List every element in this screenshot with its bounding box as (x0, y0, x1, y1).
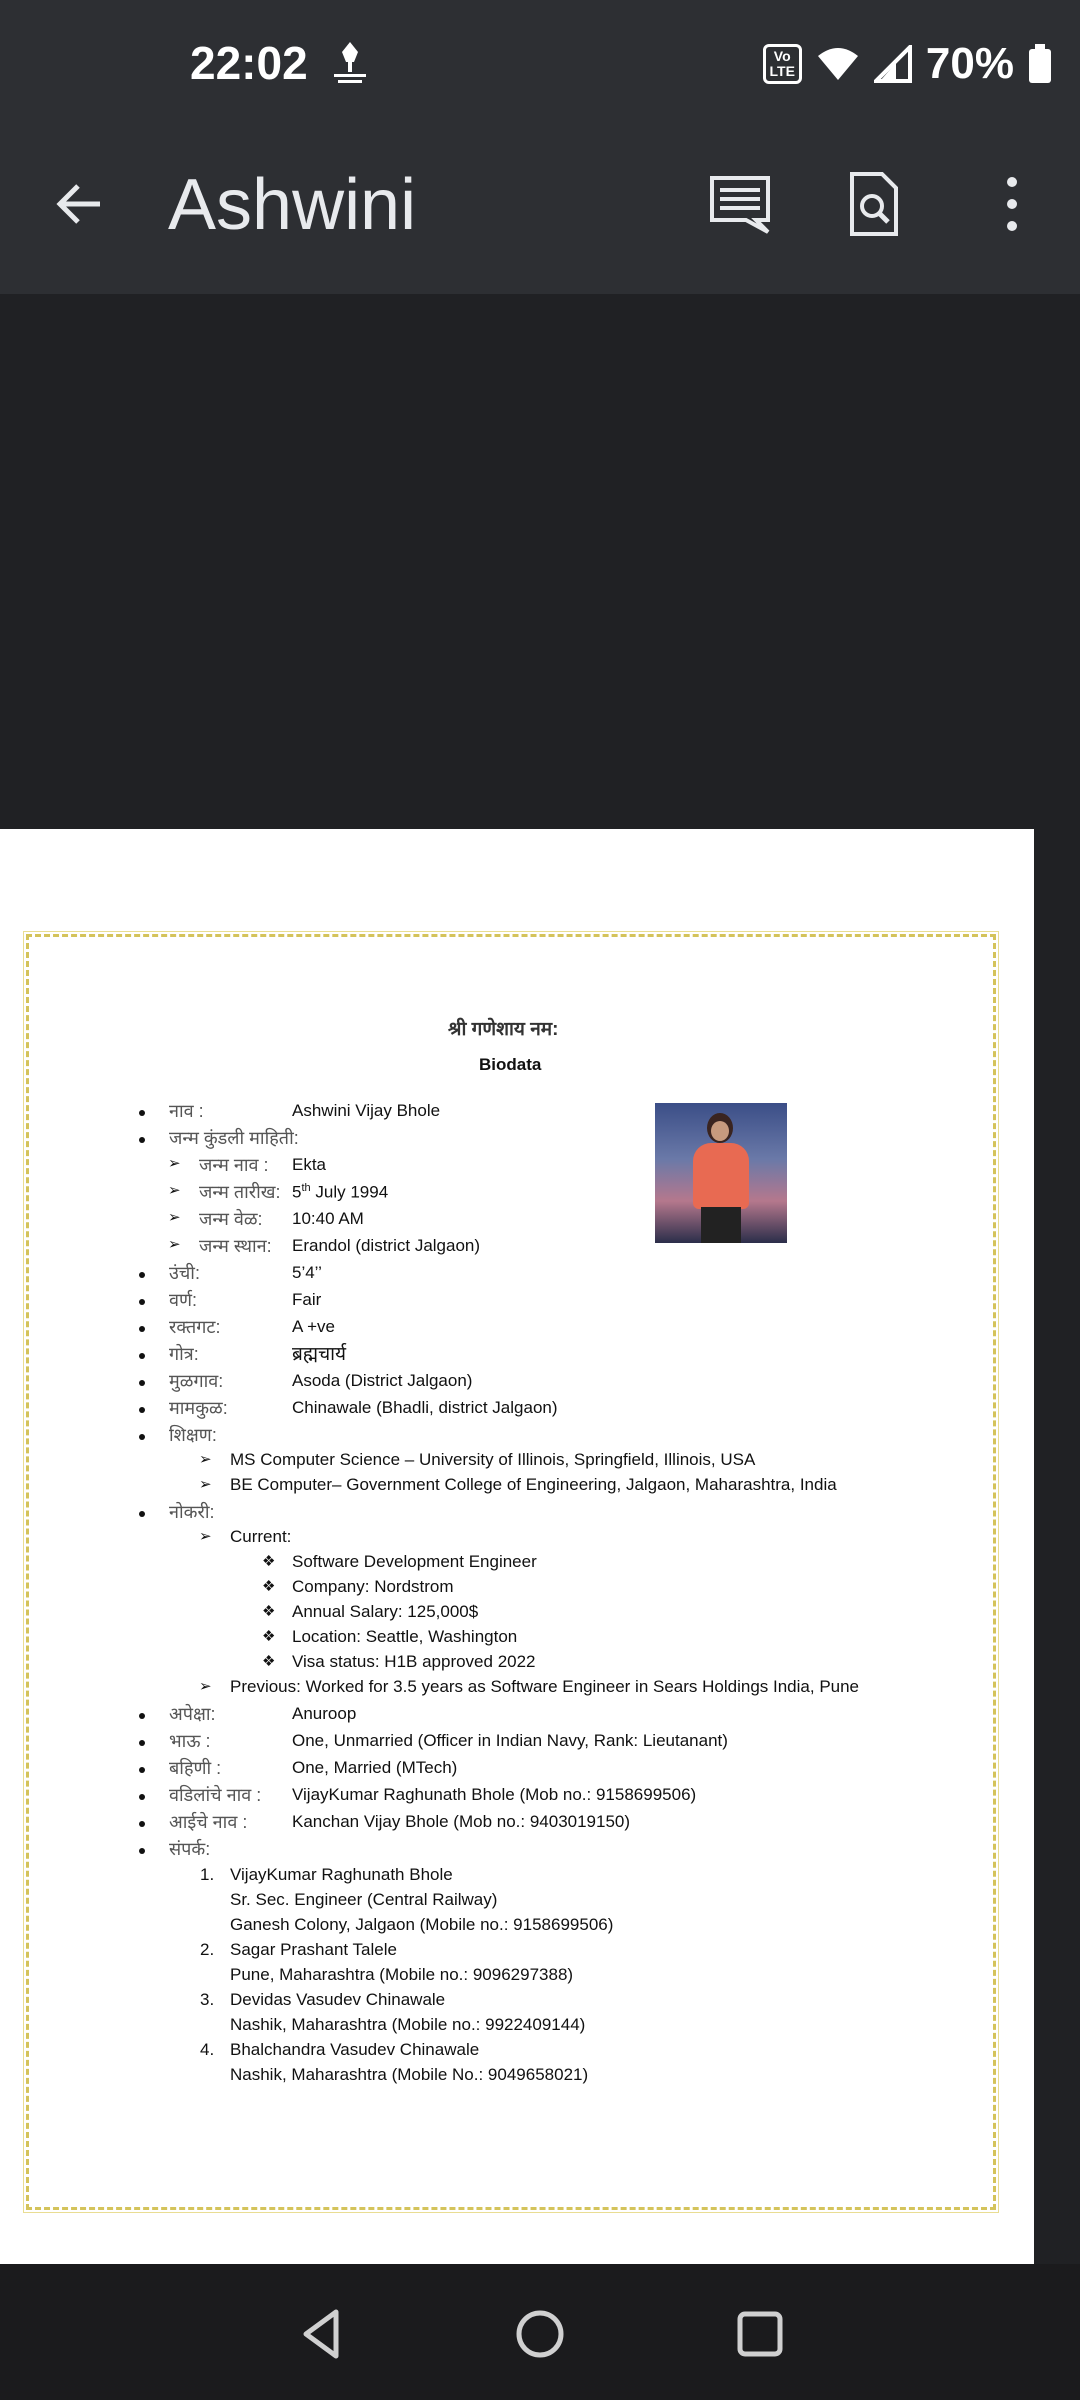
bullet (139, 1740, 145, 1746)
bullet (139, 1434, 145, 1440)
contact-line: Sr. Sec. Engineer (Central Railway) (230, 1890, 498, 1909)
document-title: Ashwini (168, 165, 417, 245)
profile-photo (655, 1103, 787, 1243)
arrow-bullet-icon: ➢ (168, 1155, 181, 1172)
diamond-bullet-icon: ❖ (262, 1603, 276, 1620)
family-value: Anuroop (292, 1704, 357, 1723)
contact-number: 3. (200, 1990, 215, 2009)
contact-line: Devidas Vasudev Chinawale (230, 1990, 446, 2009)
family-value: One, Unmarried (Officer in Indian Navy, Rank: Lieutanant) (292, 1731, 728, 1750)
status-time: 22:02 (190, 37, 308, 89)
document-content (0, 829, 1034, 2313)
arrow-bullet-icon: ➢ (199, 1476, 212, 1493)
battery-percent: 70% (925, 39, 1014, 88)
document-page[interactable] (0, 829, 1034, 2313)
kundali-label: जन्म स्थान: (199, 1236, 272, 1256)
bullet (139, 1272, 145, 1278)
contact-line: Pune, Maharashtra (Mobile no.: 9096297388) (230, 1965, 574, 1984)
arrow-bullet-icon: ➢ (168, 1182, 181, 1199)
contact-line: Bhalchandra Vasudev Chinawale (230, 2040, 480, 2059)
family-label: अपेक्षा: (169, 1704, 216, 1724)
detail-value: 5’4’’ (292, 1263, 322, 1282)
family-label: भाऊ : (169, 1731, 211, 1751)
kundali-label: जन्म कुंडली माहिती: (169, 1128, 299, 1148)
bullet (139, 1353, 145, 1359)
job-label: नोकरी: (169, 1502, 215, 1522)
system-nav-bar (0, 2264, 1080, 2400)
arrow-bullet-icon: ➢ (168, 1209, 181, 1226)
job-current-item: Software Development Engineer (292, 1552, 537, 1571)
job-current-item: Annual Salary: 125,000$ (292, 1602, 479, 1621)
job-current-item: Visa status: H1B approved 2022 (292, 1652, 536, 1671)
document-viewer[interactable] (0, 294, 1080, 2264)
name-label: नाव : (169, 1101, 204, 1121)
app-bar (0, 128, 1080, 294)
detail-value: Asoda (District Jalgaon) (292, 1371, 473, 1390)
family-label: बहिणी : (169, 1758, 222, 1778)
detail-label: रक्तगट: (169, 1317, 221, 1337)
diamond-bullet-icon: ❖ (262, 1628, 276, 1645)
battery-icon (1028, 44, 1052, 84)
detail-label: मुळगाव: (169, 1371, 224, 1391)
detail-value: ब्रह्मचार्य (292, 1344, 347, 1365)
family-value: One, Married (MTech) (292, 1758, 458, 1777)
birth-date-value: 5th July 1994 (292, 1182, 389, 1202)
family-label: आईचे नाव : (169, 1812, 248, 1832)
detail-label: उंची: (169, 1263, 200, 1283)
bullet (139, 1380, 145, 1386)
back-arrow-icon[interactable] (52, 176, 108, 232)
job-current-item: Company: Nordstrom (292, 1577, 454, 1596)
education-item: MS Computer Science – University of Illinois, Springfield, Illinois, USA (230, 1450, 756, 1469)
bullet (139, 1794, 145, 1800)
find-in-document-icon[interactable] (840, 170, 908, 238)
contact-number: 2. (200, 1940, 215, 1959)
arrow-bullet-icon: ➢ (199, 1678, 212, 1695)
family-value: VijayKumar Raghunath Bhole (Mob no.: 9158699506) (292, 1785, 697, 1804)
diamond-bullet-icon: ❖ (262, 1653, 276, 1670)
contact-number: 4. (200, 2040, 215, 2059)
diamond-bullet-icon: ❖ (262, 1553, 276, 1570)
cell-signal-icon (874, 45, 912, 83)
arrow-bullet-icon: ➢ (199, 1451, 212, 1468)
detail-value: A +ve (292, 1317, 336, 1336)
contact-line: Sagar Prashant Talele (230, 1940, 397, 1959)
contact-line: Nashik, Maharashtra (Mobile no.: 9922409144) (230, 2015, 586, 2034)
family-label: वडिलांचे नाव : (169, 1785, 262, 1805)
bullet (139, 1110, 145, 1116)
kundali-label: जन्म तारीख: (199, 1182, 281, 1202)
volte-icon: Vo LTE (763, 44, 802, 84)
kundali-value: Erandol (district Jalgaon) (292, 1236, 481, 1255)
status-bar (0, 0, 1080, 128)
job-current-item: Location: Seattle, Washington (292, 1627, 518, 1646)
detail-value: Chinawale (Bhadli, district Jalgaon) (292, 1398, 558, 1417)
arrow-bullet-icon: ➢ (199, 1528, 212, 1545)
contact-number: 1. (200, 1865, 215, 1884)
bullet (139, 1848, 145, 1854)
nav-home-icon[interactable] (510, 2304, 570, 2364)
nav-back-icon[interactable] (292, 2304, 352, 2364)
arrow-bullet-icon: ➢ (168, 1236, 181, 1253)
kundali-value: Ekta (292, 1155, 327, 1174)
bullet (139, 1299, 145, 1305)
detail-value: Fair (292, 1290, 322, 1309)
name-value: Ashwini Vijay Bhole (292, 1101, 441, 1120)
comment-icon[interactable] (706, 170, 774, 238)
notification-logo-icon (330, 40, 370, 86)
family-value: Kanchan Vijay Bhole (Mob no.: 9403019150) (292, 1812, 631, 1831)
education-label: शिक्षण: (169, 1425, 217, 1445)
invocation-text: श्री गणेशाय नम: (448, 1019, 559, 1040)
detail-label: वर्ण: (169, 1290, 198, 1310)
bullet (139, 1326, 145, 1332)
bullet (139, 1767, 145, 1773)
contact-line: VijayKumar Raghunath Bhole (230, 1865, 453, 1884)
document-heading: Biodata (479, 1055, 542, 1074)
job-current-label: Current: (230, 1527, 292, 1546)
kundali-label: जन्म नाव : (199, 1155, 269, 1175)
more-options-icon[interactable] (978, 170, 1046, 238)
bullet (139, 1821, 145, 1827)
kundali-label: जन्म वेळ: (199, 1209, 263, 1229)
kundali-value: 10:40 AM (292, 1209, 364, 1228)
contact-line: Nashik, Maharashtra (Mobile No.: 9049658021) (230, 2065, 589, 2084)
status-icons (763, 36, 1052, 92)
contact-label: संपर्क: (169, 1839, 211, 1859)
job-previous: Previous: Worked for 3.5 years as Software Engineer in Sears Holdings India, Pune (230, 1677, 860, 1696)
nav-recents-icon[interactable] (730, 2304, 790, 2364)
bullet (139, 1713, 145, 1719)
diamond-bullet-icon: ❖ (262, 1578, 276, 1595)
detail-label: गोत्र: (169, 1344, 199, 1364)
contact-line: Ganesh Colony, Jalgaon (Mobile no.: 9158699506) (230, 1915, 614, 1934)
education-item: BE Computer– Government College of Engineering, Jalgaon, Maharashtra, India (230, 1475, 837, 1494)
bullet (139, 1511, 145, 1517)
wifi-icon (816, 46, 860, 82)
detail-label: मामकुळ: (169, 1398, 228, 1418)
bullet (139, 1407, 145, 1413)
bullet (139, 1137, 145, 1143)
